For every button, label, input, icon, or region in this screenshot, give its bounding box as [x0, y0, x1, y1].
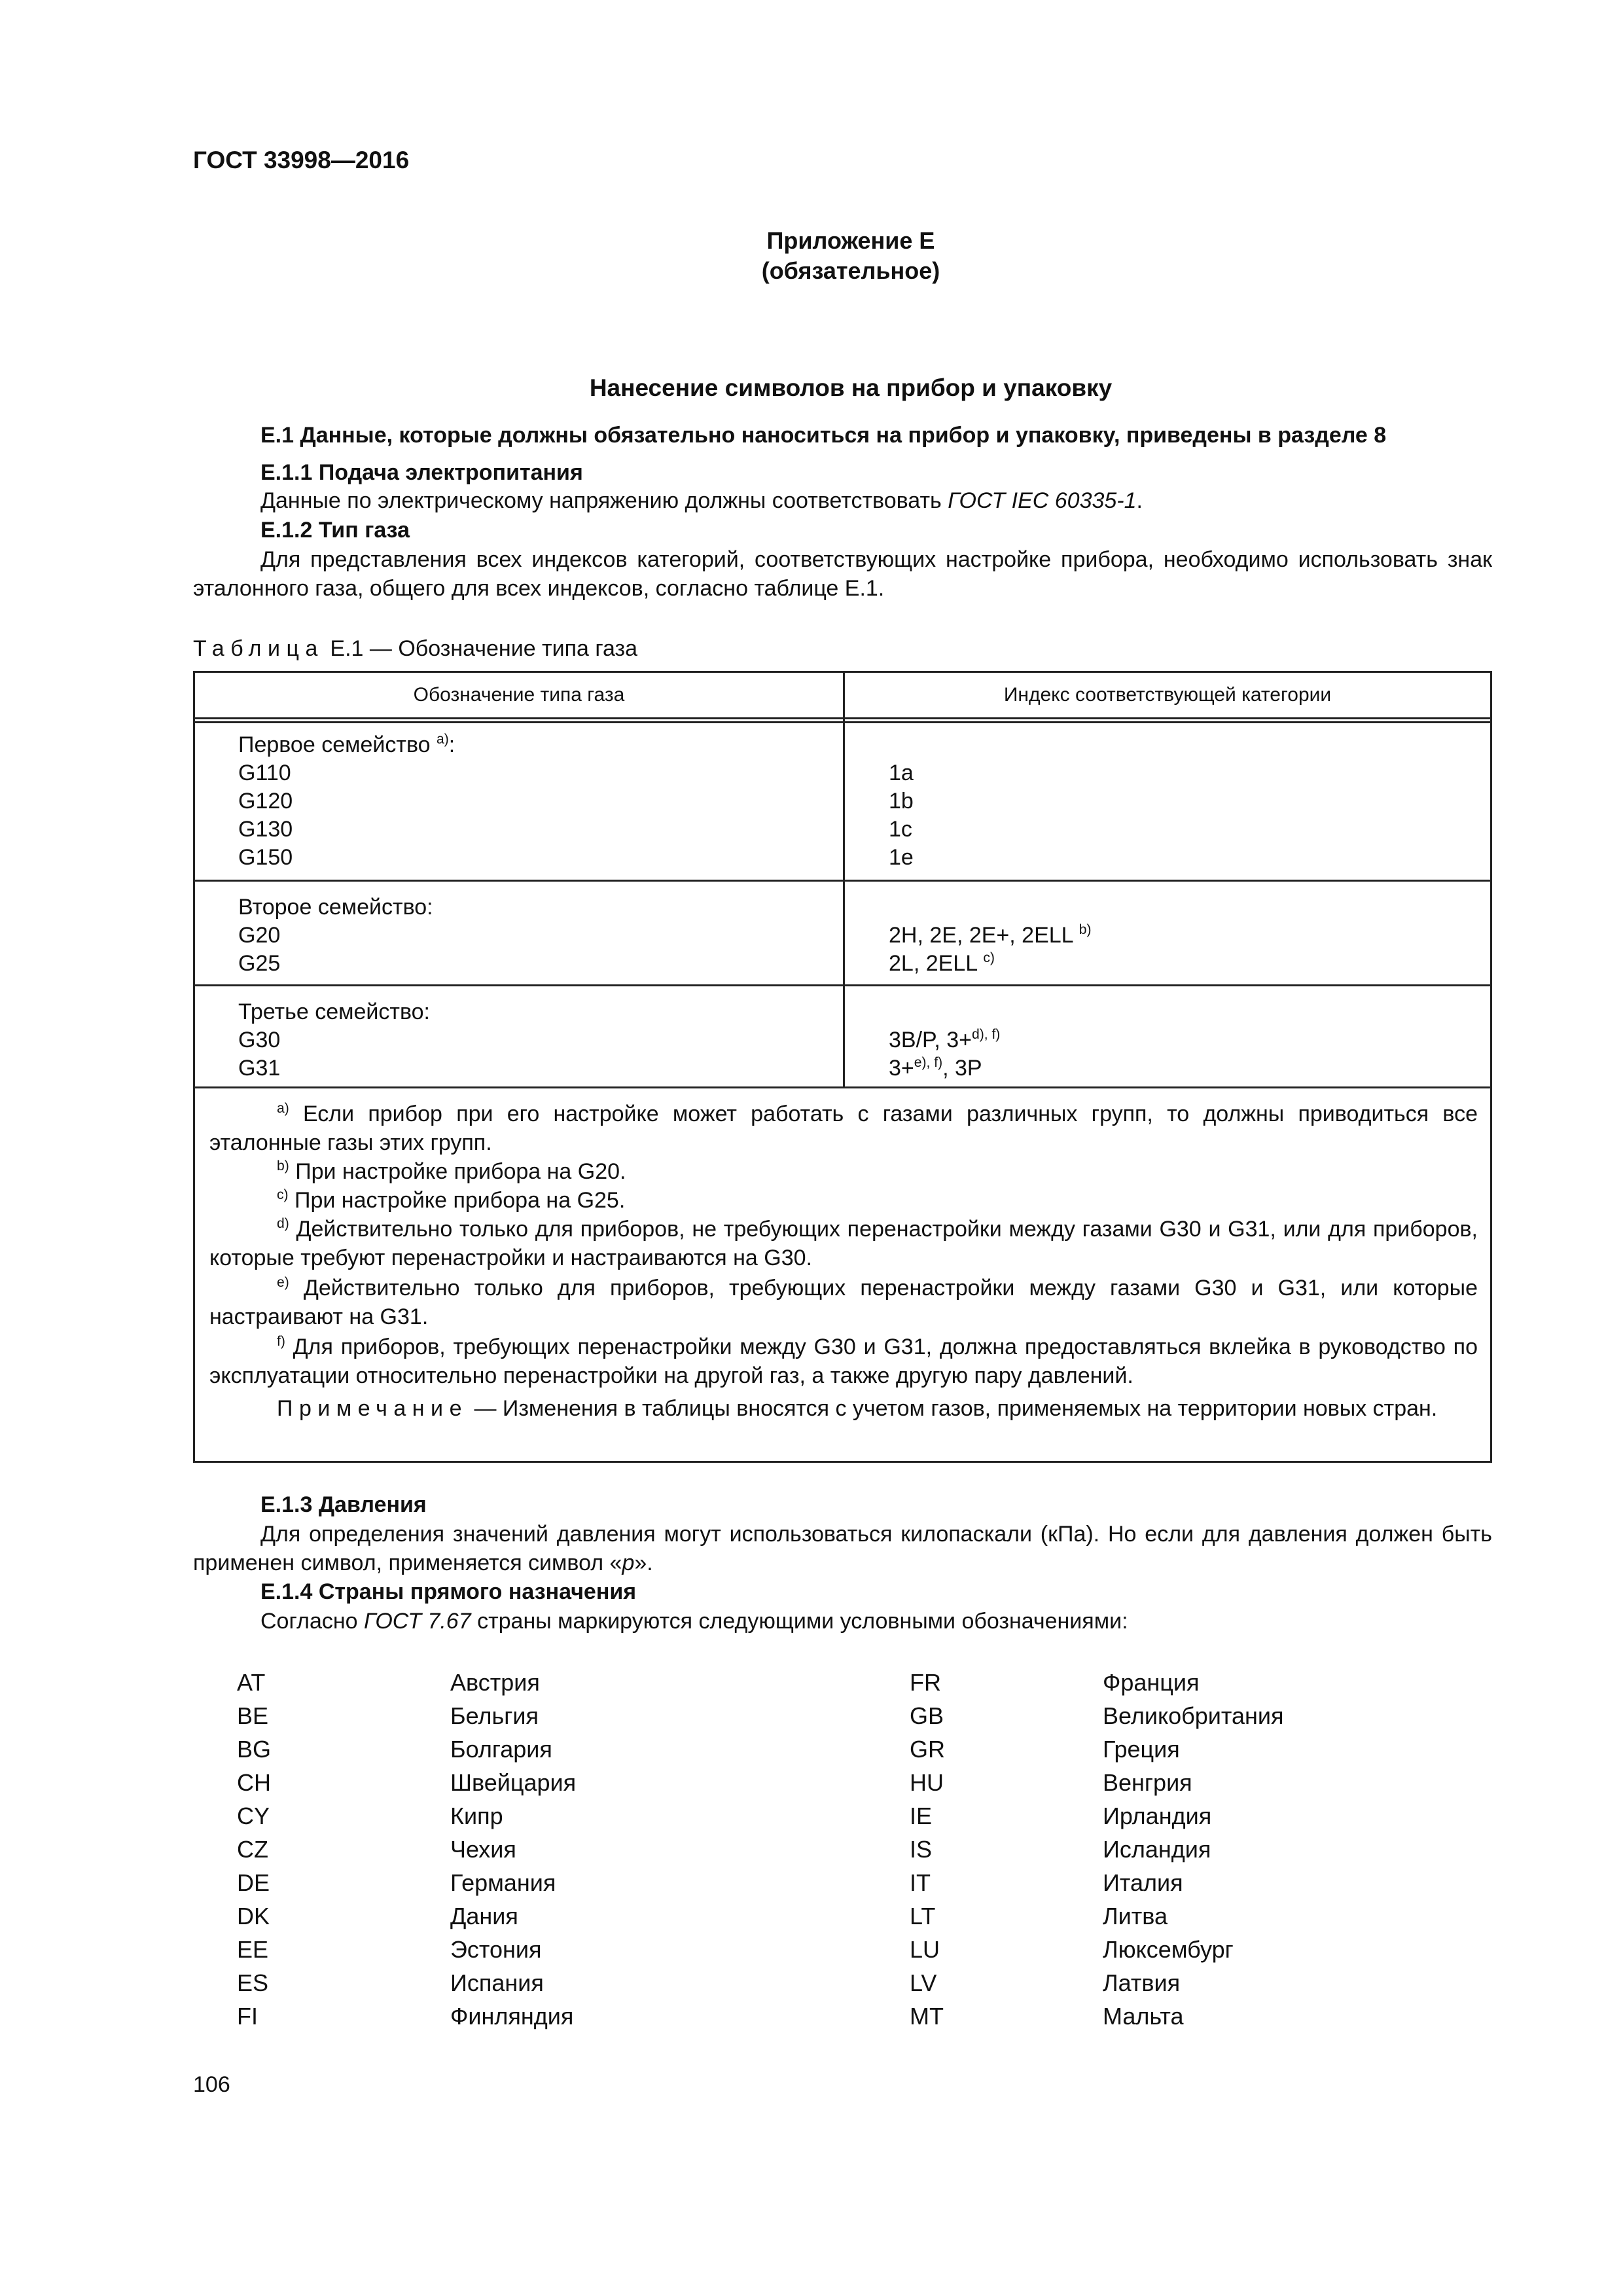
family-1-index: 1e [889, 845, 914, 870]
country-name: Венгрия [1103, 1769, 1192, 1796]
family-1-gas: G130 [238, 817, 293, 842]
page-number: 106 [193, 2072, 230, 2097]
table-header-category-index: Индекс соответствующей категории [1003, 684, 1332, 706]
footnote-ref-b: b) [1079, 922, 1092, 937]
country-name: Франция [1103, 1669, 1200, 1696]
family-3-index-text: 3B/P, 3+ [889, 1028, 972, 1052]
family-3-index [889, 1026, 1000, 1054]
family-1-label-colon: : [448, 732, 455, 757]
table-footnote-d [209, 1215, 1478, 1272]
family-1-gas: G150 [238, 845, 293, 870]
country-name: Дания [450, 1903, 518, 1929]
section-title: Нанесение символов на прибор и упаковку [589, 374, 1113, 401]
family-2-index-text: 2L, 2ELL [889, 951, 984, 976]
footnote-text: При настройке прибора на G25. [288, 1188, 626, 1213]
family-1-index: 1c [889, 817, 912, 842]
family-2-index [889, 949, 995, 978]
country-name: Италия [1103, 1869, 1183, 1896]
country-name: Литва [1103, 1903, 1168, 1929]
family-3-index [889, 1054, 982, 1083]
table-note [209, 1394, 1478, 1423]
country-name: Болгария [450, 1736, 552, 1763]
footnote-marker: b) [277, 1158, 289, 1174]
country-name: Чехия [450, 1836, 516, 1863]
country-code: EE [237, 1936, 269, 1963]
family-2-gas: G20 [238, 923, 281, 948]
standard-reference-link: ГОСТ 7.67 [364, 1609, 471, 1634]
family-1-index: 1b [889, 789, 914, 814]
table-footnote-b [209, 1157, 1478, 1186]
table-caption [193, 634, 637, 663]
family-3-gas: G31 [238, 1056, 281, 1081]
clause-e13-text-b: ». [634, 1551, 653, 1575]
clause-e12-heading: Е.1.2 Тип газа [260, 518, 410, 543]
table-footnote-f [209, 1333, 1478, 1390]
country-code: ES [237, 1969, 269, 1996]
family-3-gas: G30 [238, 1028, 281, 1052]
footnote-marker: a) [277, 1100, 289, 1116]
note-label: Примечание [277, 1396, 468, 1421]
document-number: ГОСТ 33998—2016 [193, 147, 410, 173]
country-code: IT [910, 1869, 931, 1896]
country-code: LU [910, 1936, 940, 1963]
country-name: Люксембург [1103, 1936, 1234, 1963]
family-2-label: Второе семейство: [238, 895, 433, 920]
clause-e13-text [193, 1520, 1492, 1577]
clause-e13-heading: Е.1.3 Давления [260, 1492, 427, 1517]
country-code: LT [910, 1903, 936, 1929]
footnote-ref-c: c) [983, 950, 995, 965]
table-footnote-c [209, 1186, 1478, 1215]
footnote-marker: e) [277, 1274, 289, 1290]
clause-e12-text: Для представления всех индексов категорий, соответствующих настройке прибора, необходимо использовать знак эталонного газа, общего для всех индексов, согласно таблице Е.1. [193, 547, 1492, 601]
family-1-gas: G120 [238, 789, 293, 814]
footnote-marker: c) [277, 1187, 289, 1202]
table-row-separator [195, 1086, 1490, 1088]
annex-title: Приложение Е [766, 227, 935, 254]
country-code: FI [237, 2003, 258, 2030]
country-code: CH [237, 1769, 271, 1796]
footnote-ref-d-f: d), f) [972, 1026, 1001, 1042]
country-code: GB [910, 1702, 944, 1729]
standard-reference-link: ГОСТ IEC 60335-1 [948, 488, 1137, 513]
country-name: Мальта [1103, 2003, 1184, 2030]
country-code: CY [237, 1803, 270, 1829]
family-3-index-text: 3+ [889, 1056, 914, 1081]
table-header-gas-type: Обозначение типа газа [413, 684, 625, 706]
country-code: HU [910, 1769, 944, 1796]
family-2-index [889, 921, 1092, 950]
family-3-index-tail: , 3P [942, 1056, 982, 1081]
country-name: Латвия [1103, 1969, 1181, 1996]
footnote-text: Для приборов, требующих перенастройки между G30 и G31, должна предоставляться вклейка в руководство по эксплуатации относительно перенастройки на другой газ, а также другую пару давлений. [209, 1335, 1478, 1388]
table-column-separator [843, 673, 845, 1086]
country-name: Финляндия [450, 2003, 574, 2030]
family-2-gas: G25 [238, 951, 281, 976]
country-name: Швейцария [450, 1769, 577, 1796]
clause-e13-text-a: Для определения значений давления могут использоваться килопаскали (кПа). Но если для давления должен быть применен символ, применяется символ « [193, 1522, 1492, 1575]
note-text: — Изменения в таблицы вносятся с учетом газов, применяемых на территории новых стран. [468, 1396, 1438, 1421]
country-codes-list [0, 1666, 1623, 2039]
country-code: DE [237, 1869, 270, 1896]
country-name: Бельгия [450, 1702, 539, 1729]
clause-e11-heading: Е.1.1 Подача электропитания [260, 460, 583, 485]
country-name: Исландия [1103, 1836, 1211, 1863]
country-name: Ирландия [1103, 1803, 1212, 1829]
country-code: MT [910, 2003, 944, 2030]
table-caption-label: Таблица [193, 636, 324, 661]
country-code: IS [910, 1836, 933, 1863]
country-name: Германия [450, 1869, 556, 1896]
footnote-marker: d) [277, 1215, 289, 1231]
footnote-text: Если прибор при его настройке может работать с газами различных групп, то должны приводиться все эталонные газы этих групп. [209, 1102, 1478, 1155]
country-code: BG [237, 1736, 272, 1763]
annex-status: (обязательное) [761, 257, 940, 284]
footnote-text: При настройке прибора на G20. [289, 1159, 626, 1184]
clause-e1: Е.1 Данные, которые должны обязательно наноситься на прибор и упаковку, приведены в разделе 8 [260, 423, 1387, 448]
clause-e14-text [260, 1607, 1491, 1636]
footnote-ref-a: а) [437, 731, 449, 747]
country-name: Эстония [450, 1936, 542, 1963]
table-footnote-e [209, 1274, 1478, 1331]
clause-e11-text-b: . [1136, 488, 1143, 513]
country-code: BE [237, 1702, 269, 1729]
country-code: AT [237, 1669, 266, 1696]
country-code: DK [237, 1903, 270, 1929]
gas-type-table [193, 671, 1492, 1463]
family-1-label [238, 730, 455, 759]
clause-e14-text-b: страны маркируются следующими условными обозначениями: [471, 1609, 1128, 1634]
clause-e14-heading: Е.1.4 Страны прямого назначения [260, 1579, 637, 1604]
clause-e11-text-a: Данные по электрическому напряжению должны соответствовать [260, 488, 948, 513]
family-1-index: 1a [889, 761, 914, 785]
table-caption-text: Е.1 — Обозначение типа газа [323, 636, 638, 661]
country-code: CZ [237, 1836, 268, 1863]
country-name: Греция [1103, 1736, 1180, 1763]
country-code: GR [910, 1736, 945, 1763]
table-footnote-a [209, 1100, 1478, 1157]
family-2-index-text: 2H, 2E, 2E+, 2ELL [889, 923, 1079, 948]
clause-e14-text-a: Согласно [260, 1609, 364, 1634]
country-name: Австрия [450, 1669, 540, 1696]
pressure-symbol: р [622, 1551, 635, 1575]
country-code: FR [910, 1669, 941, 1696]
country-code: IE [910, 1803, 933, 1829]
family-1-gas: G110 [238, 761, 291, 785]
footnote-text: Действительно только для приборов, не требующих перенастройки между газами G30 и G31, или для приборов, которые требуют перенастройки и настраиваются на G30. [209, 1217, 1478, 1270]
country-name: Великобритания [1103, 1702, 1284, 1729]
country-code: LV [910, 1969, 937, 1996]
country-name: Кипр [450, 1803, 503, 1829]
clause-e11-text [260, 486, 1491, 515]
family-3-label: Третье семейство: [238, 999, 430, 1024]
footnote-marker: f) [277, 1333, 285, 1349]
family-1-label-text: Первое семейство [238, 732, 437, 757]
footnote-ref-e-f: e), f) [914, 1054, 943, 1070]
footnote-text: Действительно только для приборов, требующих перенастройки между газами G30 и G31, или которые настраивают на G31. [209, 1276, 1478, 1329]
country-name: Испания [450, 1969, 544, 1996]
